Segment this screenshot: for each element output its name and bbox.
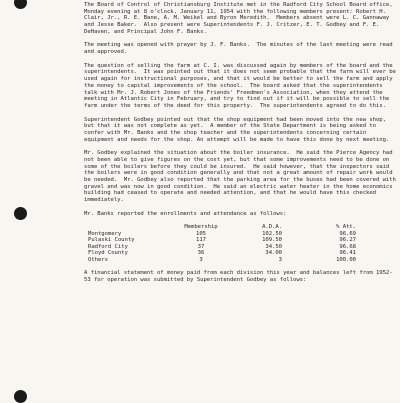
enrollment-table [84, 224, 356, 263]
table-cell: 34.50 [265, 243, 282, 250]
attendance-paragraph: The Board of Control of Christiansburg Institute met in the Radford City School Board office, Monday evening at 8 o'clock, January 11, 1954 with the following members present: Robert H. Clair, Jr., R. E. Bane, A. M. Weikel and Byron Meredith. Members absent were L. C. Gannaway and Jesse Baker. Also present were Superintendents F. J. Critzer, E. T. Godbey and F. E. DeHaven, and Principal John F. Banks. [84, 2, 396, 35]
table-header: Membership [184, 224, 218, 231]
table-cell: Montgomery [88, 230, 122, 237]
table-cell: 3 [199, 256, 203, 263]
table-cell: 105 [196, 230, 206, 237]
table-cell: 102.50 [262, 230, 282, 237]
table-header: % Att. [336, 224, 356, 231]
table-cell: 96.68 [339, 243, 356, 250]
table-cell: 96.27 [339, 237, 356, 244]
farm-sale-paragraph: The question of selling the farm at C. I. was discussed again by members of the board and the superintendents. It was pointed out that it does not seem probable that the farm will ever be used again for instructional purposes, and that it would be better to sell the farm and apply the money to capital improvements of the school. The board asked that the superintendents talk with Mr. J. Robert Jones of the Friends' Freedmen's Association, when they attend the meeting in Atlantic City in February, and try to find out if it will be possible to sell the farm under the terms of the deed for this property. The superintendents agreed to do this. [84, 62, 400, 109]
table-cell: 37 [197, 243, 205, 250]
binder-hole-bottom [14, 390, 27, 403]
table-cell: Floyd County [88, 250, 128, 257]
table-cell: 100.00 [336, 256, 356, 263]
table-cell: Pulaski County [88, 237, 135, 244]
table-cell: 96.41 [339, 250, 356, 257]
table-row [84, 257, 356, 264]
table-cell: 109.50 [262, 237, 282, 244]
table-cell: 34.00 [265, 250, 282, 257]
binder-hole-middle [14, 207, 27, 220]
table-header: A.D.A. [262, 224, 282, 231]
table-cell: Others [88, 256, 108, 263]
table-cell: Radford City [88, 243, 128, 250]
table-cell: 36 [197, 250, 205, 257]
table-cell: 3 [278, 256, 282, 263]
table-cell: 117 [196, 237, 206, 244]
table-cell: 96.69 [339, 230, 356, 237]
opening-paragraph: The meeting was opened with prayer by J. F. Banks. The minutes of the last meeting were read and approved. [84, 42, 396, 56]
enrollment-intro: Mr. Banks reported the enrollments and attendance as follows: [84, 210, 287, 217]
boiler-insurance-paragraph: Mr. Godbey explained the situation about the boiler insurance. He said the Pierce Agency had not been able to give figures on the cost yet, but that some improvements need to be done on some of the boilers before they could be insured. He said however, that the inspectors said the boilers were in good condition generally and that not a great amount of repair work would be needed. Mr. Godbey also reported that the parking area for the buses had been covered with gravel and was now in good condition. He said an electric water heater in the home economics building had ceased to operate and needed attention, and that he would have this checked immediately. [84, 150, 400, 204]
binder-hole-top [14, 0, 27, 9]
minutes-text [84, 2, 400, 291]
financial-statement-paragraph: A financial statement of money paid from each division this year and balances left from 1952-53 for operation was submitted by Superintendent Godbey as follows: [84, 270, 393, 283]
shop-equipment-paragraph: Superintendent Godbey pointed out that the shop equipment had been moved into the new shop, but that it was not complete as yet. A member of the State Department is being asked to confer with Mr. Banks and the shop teacher and the superintendents concerning certain equipment and needs for the shop. An attempt will be made to have this done by next meeting. [84, 116, 390, 143]
